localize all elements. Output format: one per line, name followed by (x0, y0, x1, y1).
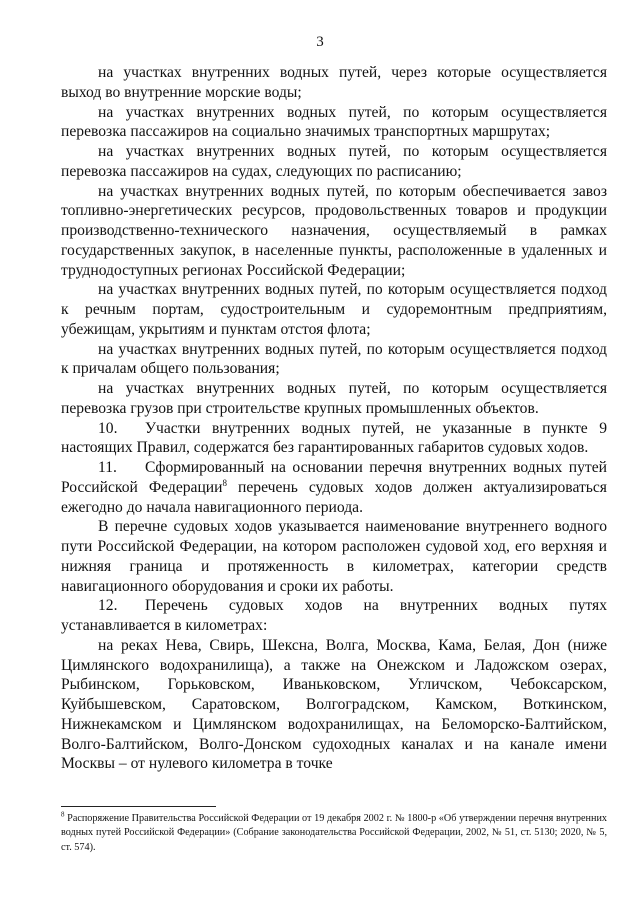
footnote-reference: 8 (222, 477, 227, 488)
paragraph-sea-access: на участках внутренних водных путей, через которые осуществляется выход во внутренние морские воды; (61, 64, 607, 101)
clause-12-rivers-list: на реках Нева, Свирь, Шексна, Волга, Москва, Кама, Белая, Дон (ниже Цимлянского водохранилища), а также на Онежском и Ладожском озерах, Рыбинском, Горьковском, Иваньковском, Угличском, Чебоксарском, Куйбышевском, Саратовском, Волгоградском, Камском, Воткинском, Нижнекамском и Цимлянском водохранилищах, на Беломорско-Балтийском, Волго-Балтийском, Волго-Донском судоходных каналах и на канале имени Москвы – от нулевого километра в точке (61, 636, 607, 773)
clause-12-text: Перечень судовых ходов на внутренних водных путях устанавливается в километрах: (61, 597, 607, 634)
paragraph-industrial-cargo: на участках внутренних водных путей, по которым осуществляется перевозка грузов при строительстве крупных промышленных объектов. (61, 380, 607, 417)
page-number: 3 (316, 34, 324, 50)
clause-11 (61, 458, 607, 517)
footnote-divider (61, 806, 216, 807)
clause-10-number: 10. (98, 419, 118, 437)
clause-12-number: 12. (98, 597, 118, 615)
footnote-mark: 8 (61, 810, 65, 819)
paragraph-scheduled-vessels: на участках внутренних водных путей, по которым осуществляется перевозка пассажиров на судах, следующих по расписанию; (61, 143, 607, 180)
clause-11-text-b: перечень судовых ходов должен актуализироваться ежегодно до начала навигационного периода. (61, 478, 607, 516)
clause-12 (61, 596, 607, 636)
paragraph-remote-regions-supply: на участках внутренних водных путей, по которым обеспечивается завоз топливно-энергетических ресурсов, продовольственных товаров и продукции производственно-технического назначения, осуществляемый в рамках государственных закупок, в населенные пункты, расположенные в удаленных и труднодоступных регионах Российской Федерации; (61, 182, 607, 279)
clause-11-number: 11. (98, 459, 117, 476)
clause-11-text-a: Сформированный на основании перечня внутренних водных путей Российской Федерации (61, 459, 607, 496)
clause-10-text: Участки внутренних водных путей, не указанные в пункте 9 настоящих Правил, содержатся без гарантированных габаритов судовых ходов. (61, 419, 607, 457)
footnote-text: Распоряжение Правительства Российской Федерации от 19 декабря 2002 г. № 1800-р «Об утверждении перечня внутренних водных путей Российской Федерации» (Собрание законодательства Российской Федерации, 2002, № 51, ст. 5130; 2020, № 5, ст. 574). (61, 813, 607, 853)
paragraph-public-berths: на участках внутренних водных путей, по которым осуществляется подход к причалам общего пользования; (61, 340, 607, 378)
clause-10 (61, 419, 607, 459)
body-text (61, 63, 607, 774)
paragraph-social-routes: на участках внутренних водных путей, по которым осуществляется перевозка пассажиров на социально значимых транспортных маршрутах; (61, 103, 607, 141)
clause-11-details: В перечне судовых ходов указывается наименование внутреннего водного пути Российской Федерации, на котором расположен судовой ход, его верхняя и нижняя граница и протяженность в километрах, категории средств навигационного оборудования и сроки их работы. (61, 518, 607, 595)
paragraph-port-approach: на участках внутренних водных путей, по которым осуществляется подход к речным портам, судостроительным и судоремонтным предприятиям, убежищам, укрытиям и пунктам отстоя флота; (61, 281, 607, 338)
footnote (61, 812, 607, 855)
